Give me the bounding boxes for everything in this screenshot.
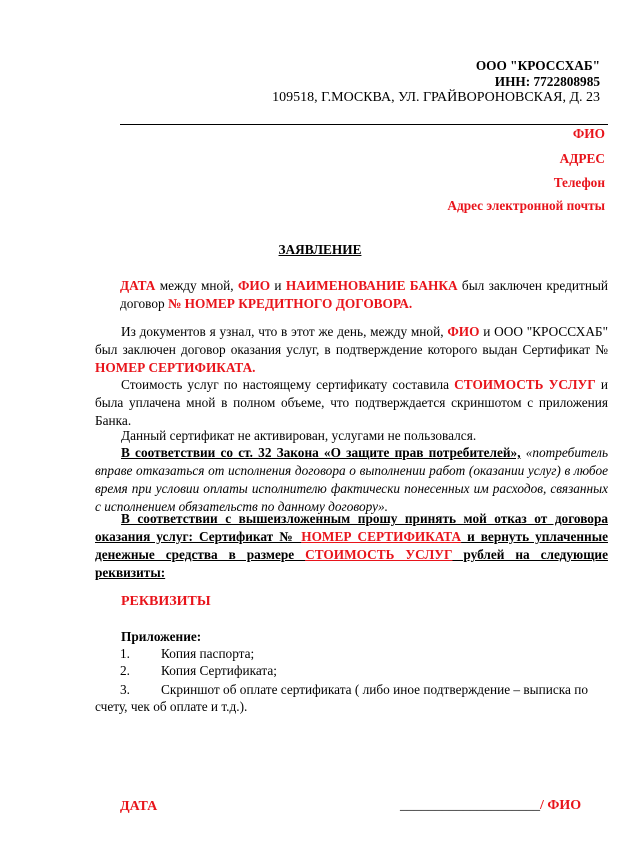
attachment-num-3: 3. (120, 682, 130, 697)
footer-date: ДАТА (120, 799, 158, 814)
document-title: ЗАЯВЛЕНИЕ (278, 242, 362, 257)
header-separator (120, 124, 608, 125)
paragraph-credit-agreement (120, 277, 608, 313)
attachment-num-1: 1. (120, 646, 130, 661)
p1-contract-number: № НОМЕР КРЕДИТНОГО ДОГОВОРА. (168, 296, 413, 311)
attachment-text-3: Скриншот об оплате сертификата ( либо иное подтверждение – выписка по (161, 682, 588, 697)
p5-law-reference: В соответствии со ст. 32 Закона «О защите прав потребителей», (121, 445, 521, 460)
p2-text-2: и ООО "КРОССХАБ" был заключен договор оказания услуг, в подтверждение которого выдан Сертификат № (95, 324, 608, 357)
paragraph-not-activated: Данный сертификат не активирован, услугами не пользовался. (121, 428, 477, 443)
p5-law-quote: «потребитель вправе отказаться от исполнения договора о выполнении работ (оказании услуг) в любое время при условии оплаты исполнителю фактически понесенных им расходов, связанных с исполнением обязательств по данному договору». (95, 445, 608, 514)
p6-certificate-number: НОМЕР СЕРТИФИКАТА (301, 529, 462, 544)
p1-text-1: между мной, (155, 278, 238, 293)
signature-underscore: ____________________ (400, 798, 540, 813)
company-inn: ИНН: 7722808985 (494, 74, 600, 89)
p3-text-2: и была уплачена мной в полном объеме, что подтверждается скриншотом с приложения Банка. (95, 377, 608, 428)
applicant-address: АДРЕС (559, 151, 605, 166)
applicant-fio: ФИО (572, 126, 605, 141)
p6-text-3: рублей на следующие реквизиты: (95, 547, 608, 580)
p6-cost: СТОИМОСТЬ УСЛУГ (305, 547, 453, 562)
attachment-num-2: 2. (120, 663, 130, 678)
signature-slash: / (540, 798, 548, 813)
signature-line (400, 798, 581, 814)
p3-text-1: Стоимость услуг по настоящему сертификату составила (121, 377, 455, 392)
applicant-phone: Телефон (553, 175, 605, 190)
p6-text-2: и вернуть уплаченные денежные средства в размере (95, 529, 608, 562)
footer-fio: ФИО (547, 798, 582, 813)
paragraph-law-reference (95, 444, 608, 516)
attachment-text-1: Копия паспорта; (161, 646, 255, 661)
attachments-heading: Приложение: (121, 629, 202, 644)
company-address: 109518, Г.МОСКВА, УЛ. ГРАЙВОРОНОВСКАЯ, Д. 23 (272, 90, 600, 105)
p1-fio: ФИО (237, 278, 271, 293)
p1-date: ДАТА (120, 278, 156, 293)
applicant-email: Адрес электронной почты (447, 198, 605, 213)
p2-fio: ФИО (447, 324, 480, 339)
p1-bank-name: НАИМЕНОВАНИЕ БАНКА (285, 278, 458, 293)
p6-text-1: В соответствии с вышеизложенным прошу принять мой отказ от договора оказания услуг: Сертификат № (95, 511, 608, 544)
p1-text-3: был заключен кредитный договор (120, 278, 609, 311)
attachment-text-3-continued: счету, чек об оплате и т.д.). (95, 699, 248, 714)
paragraph-refund-request (95, 510, 608, 582)
attachment-text-2: Копия Сертификата; (161, 663, 277, 678)
p2-certificate-number: НОМЕР СЕРТИФИКАТА. (95, 360, 256, 375)
requisites-placeholder: РЕКВИЗИТЫ (121, 594, 211, 609)
p3-cost: СТОИМОСТЬ УСЛУГ (454, 377, 596, 392)
paragraph-service-contract (95, 323, 608, 377)
paragraph-service-cost (95, 376, 608, 430)
p1-text-2: и (270, 278, 286, 293)
company-name: ООО "КРОССХАБ" (475, 58, 600, 73)
p2-text-1: Из документов я узнал, что в этот же день, между мной, (121, 324, 448, 339)
